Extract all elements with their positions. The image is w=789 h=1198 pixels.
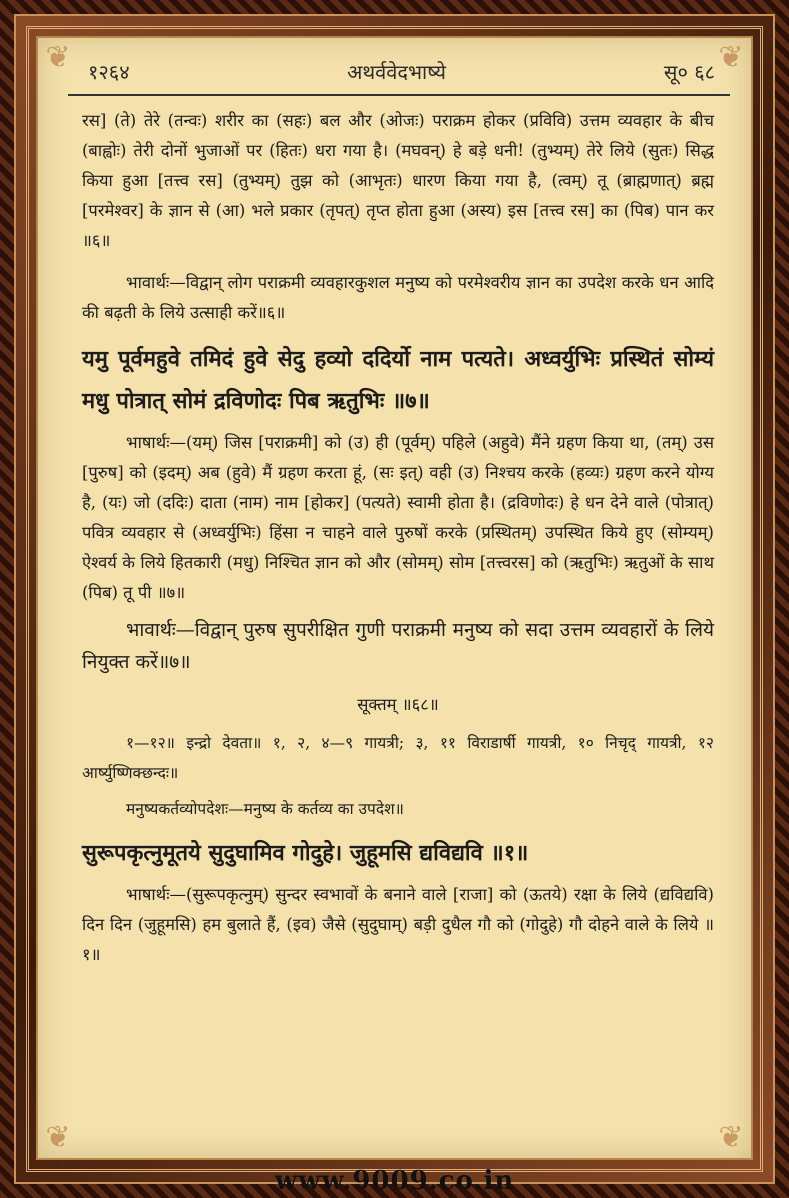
corner-ornament-icon: ❦: [718, 40, 744, 75]
sukta-title: सूक्तम् ॥६८॥: [357, 695, 439, 714]
header-rule: [68, 94, 730, 96]
corner-ornament-icon: ❦: [45, 40, 71, 75]
bhavartha-paragraph-6: भावार्थः—विद्वान् लोग पराक्रमी व्यवहारकुशल मनुष्य को परमेश्वरीय ज्ञान का उपदेश करके धन आदि की बढ़ती के लिये उत्साही करें॥६॥: [82, 273, 714, 322]
mantra-7: यमु पूर्वमहुवे तमिदं हुवे सेदु हव्यो ददिर्यो नाम पत्यते। अध्वर्युभिः प्रस्थितं सोम्यं मधु पोत्रात् सोमं द्रविणोदः पिब ऋतुभिः ॥७॥: [82, 346, 714, 414]
page-header: [78, 58, 715, 88]
bhavartha-paragraph-7: भावार्थः—विद्वान् पुरुष सुपरीक्षित गुणी पराक्रमी मनुष्य को सदा उत्तम व्यवहारों के लिये नियुक्त करें॥७॥: [82, 619, 714, 673]
corner-ornament-icon: ❦: [718, 1120, 744, 1155]
sukta-number: सू० ६८: [663, 60, 715, 84]
site-url-footer: www.9009.co.in: [274, 1166, 515, 1196]
bhashartha-paragraph-6: रस] (ते) तेरे (तन्वः) शरीर का (सहः) बल और (ओजः) पराक्रम होकर (प्रविवि) उत्तम व्यवहार के बीच (बाह्वोः) तेरी दोनों भुजाओं पर (हितः) धरा गया है। (मघवन्) हे बड़े धनी! (तुभ्यम्) तेरे लिये (सुतः) सिद्ध किया हुआ [तत्त्व रस] (तुभ्यम्) तुझ को (आभृतः) धारण किया गया है, (त्वम्) तू (ब्राह्मणात्) ब्रह्म [परमेश्वर] के ज्ञान से (आ) भले प्रकार (तृपत्) तृप्त होता हुआ (अस्य) इस [तत्त्व रस] का (पिब) पान कर ॥६॥: [82, 111, 714, 250]
corner-ornament-icon: ❦: [45, 1120, 71, 1155]
page-content: [82, 106, 714, 970]
scanned-page: [36, 36, 753, 1160]
bhashartha-paragraph-7: भाषार्थः—(यम्) जिस [पराक्रमी] को (उ) ही (पूर्वम्) पहिले (अहुवे) मैंने ग्रहण किया था, (तम्) उस [पुरुष] को (इदम्) अब (हुवे) मैं ग्रहण करता हूं, (सः इत्) वही (उ) निश्चय करके (हव्यः) ग्रहण करने योग्य है, (यः) जो (ददिः) दाता (नाम) नाम [होकर] (पत्यते) स्वामी होता है। (द्रविणोदः) हे धन देने वाले (पोत्रात्) पवित्र व्यवहार से (अध्वर्युभिः) हिंसा न चाहने वाले पुरुषों करके (प्रस्थितम्) उपस्थित किये हुए (सोम्यम्) ऐश्वर्य के लिये हितकारी (मधु) निश्चित ज्ञान को और (सोमम्) सोम [तत्त्वरस] को (ऋतुभिः) ऋतुओं के साथ (पिब) तू पी ॥७॥: [82, 433, 714, 602]
book-title: अथर्ववेदभाष्ये: [347, 60, 446, 84]
mantra-1: सुरूपकृत्नुमूतये सुदुघामिव गोदुहे। जुहूमसि द्यविद्यवि ॥१॥: [82, 840, 529, 866]
upadesha-line: मनुष्यकर्तव्योपदेशः—मनुष्य के कर्तव्य का उपदेश॥: [126, 800, 404, 818]
bhashartha-paragraph-1: भाषार्थः—(सुरूपकृत्नुम्) सुन्दर स्वभावों के बनाने वाले [राजा] को (ऊतये) रक्षा के लिये (द्यविद्यवि) दिन दिन (जुहूमसि) हम बुलाते हैं, (इव) जैसे (सुदुघाम्) बड़ी दुधैल गौ को (गोदुहे) गौ दोहने वाले के लिये ॥१॥: [82, 885, 714, 964]
devata-chhanda-line: १—१२॥ इन्द्रो देवता॥ १, २, ४—९ गायत्री; ३, ११ विराडार्षी गायत्री, १० निचृद् गायत्री, १२ आर्ष्युष्णिक्छन्दः॥: [82, 734, 714, 782]
page-number: १२६४: [88, 60, 130, 84]
